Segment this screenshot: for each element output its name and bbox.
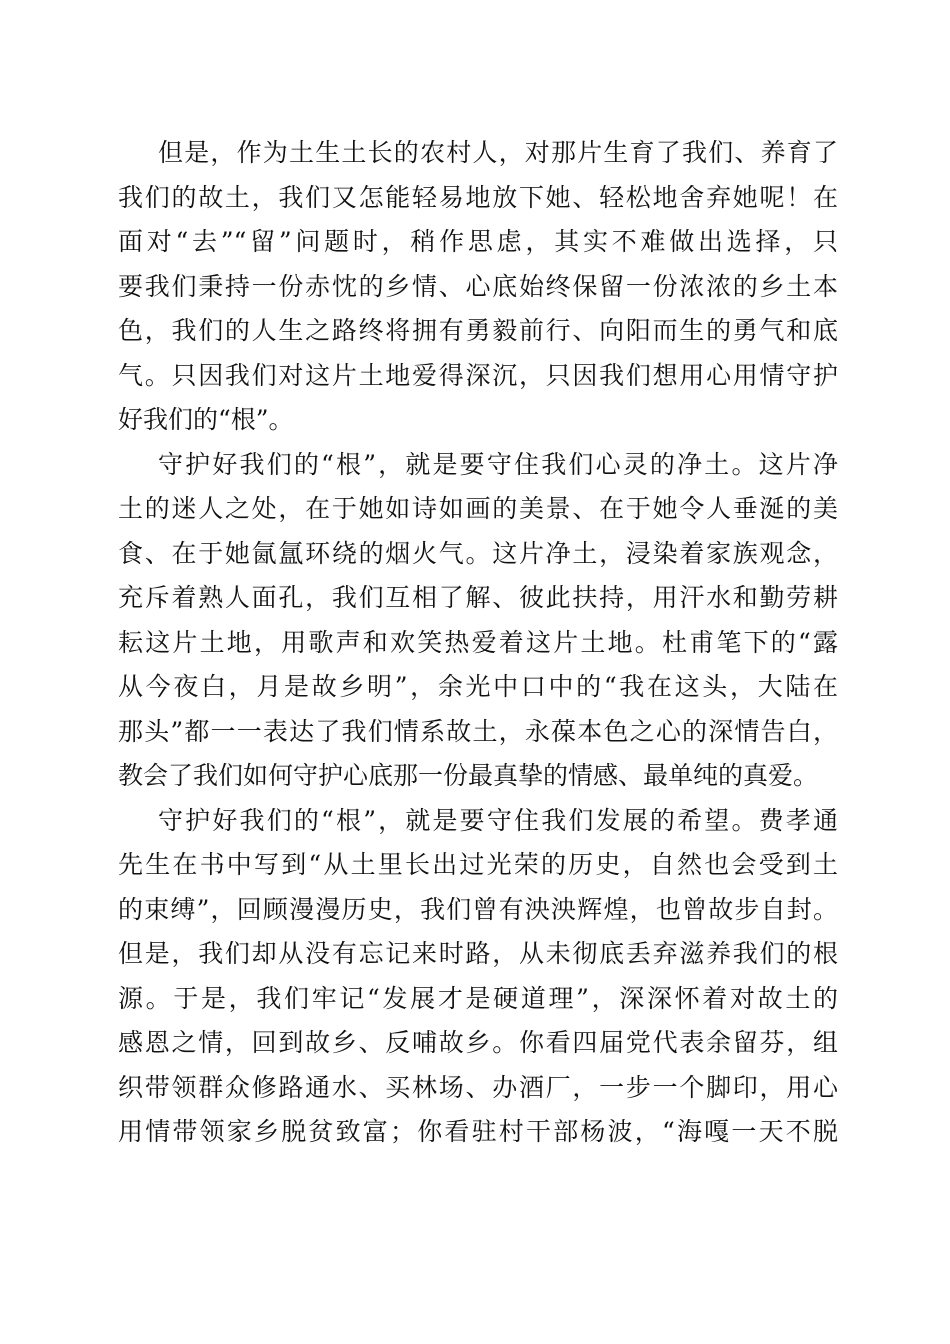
text-line: 感恩之情，回到故乡、反哺故乡。你看四届党代表余留芬，组 — [118, 1028, 838, 1057]
text-line: 教会了我们如何守护心底那一份最真挚的情感、最单纯的真爱。 — [118, 761, 819, 790]
text-line: 那头”都一一表达了我们情系故土，永葆本色之心的深情告白， — [118, 716, 838, 746]
text-line: 但是，作为土生土长的农村人，对那片生育了我们、养育了 — [158, 138, 838, 167]
text-line: 耘这片土地，用歌声和欢笑热爱着这片土地。杜甫笔下的“露 — [118, 627, 838, 657]
text-line: 源。于是，我们牢记“发展才是硬道理”，深深怀着对故土的 — [118, 983, 838, 1013]
text-line: 土的迷人之处，在于她如诗如画的美景、在于她令人垂涎的美 — [118, 494, 838, 523]
text-line: 我们的故土，我们又怎能轻易地放下她、轻松地舍弃她呢！在 — [118, 182, 838, 212]
text-line: 面对“去”“留”问题时，稍作思虑，其实不难做出选择，只 — [118, 227, 838, 256]
text-line: 守护好我们的“根”，就是要守住我们心灵的净土。这片净 — [158, 449, 838, 479]
document-page — [118, 131, 838, 1155]
text-line: 用情带领家乡脱贫致富；你看驻村干部杨波，“海嘎一天不脱 — [118, 1117, 838, 1146]
text-line: 但是，我们却从没有忘记来时路，从未彻底丢弃滋养我们的根 — [118, 939, 838, 968]
text-line: 要我们秉持一份赤忱的乡情、心底始终保留一份浓浓的乡土本 — [118, 271, 838, 301]
text-line: 从今夜白，月是故乡明”，余光中口中的“我在这头，大陆在 — [118, 672, 838, 701]
paragraph-1 — [118, 131, 838, 443]
paragraph-2 — [118, 443, 838, 799]
paragraph-3 — [118, 799, 838, 1155]
text-line: 守护好我们的“根”，就是要守住我们发展的希望。费孝通 — [158, 805, 838, 835]
text-line: 好我们的“根”。 — [118, 405, 294, 434]
text-line: 先生在书中写到“从土里长出过光荣的历史，自然也会受到土 — [118, 850, 838, 879]
text-line: 色，我们的人生之路终将拥有勇毅前行、向阳而生的勇气和底 — [118, 316, 838, 345]
text-line: 织带领群众修路通水、买林场、办酒厂，一步一个脚印，用心 — [118, 1072, 838, 1102]
text-line: 充斥着熟人面孔，我们互相了解、彼此扶持，用汗水和勤劳耕 — [118, 583, 838, 612]
text-line: 食、在于她氤氲环绕的烟火气。这片净土，浸染着家族观念， — [118, 538, 838, 568]
text-line: 气。只因我们对这片土地爱得深沉，只因我们想用心用情守护 — [118, 360, 838, 390]
text-line: 的束缚”，回顾漫漫历史，我们曾有泱泱辉煌，也曾故步自封。 — [118, 894, 838, 924]
